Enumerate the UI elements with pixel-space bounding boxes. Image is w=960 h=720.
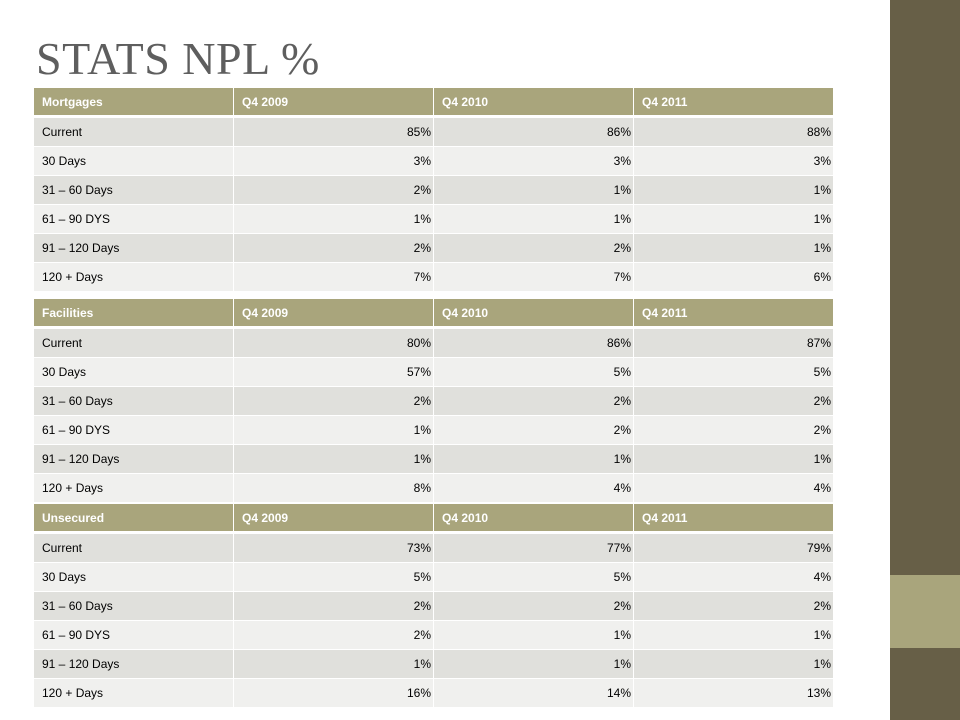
row-label: 30 Days xyxy=(34,562,233,591)
table-column-header: Q4 2011 xyxy=(633,88,833,117)
table-cell: 1% xyxy=(433,649,633,678)
table-row xyxy=(34,262,833,291)
table-cell: 4% xyxy=(633,473,833,502)
table-cell: 6% xyxy=(633,262,833,291)
row-label: 61 – 90 DYS xyxy=(34,415,233,444)
table-cell: 4% xyxy=(633,562,833,591)
row-label: Current xyxy=(34,117,233,146)
table-row xyxy=(34,678,833,707)
table-cell: 1% xyxy=(233,204,433,233)
table-cell: 2% xyxy=(433,233,633,262)
table-column-header: Q4 2010 xyxy=(433,504,633,533)
table-cell: 2% xyxy=(233,591,433,620)
row-label: 31 – 60 Days xyxy=(34,386,233,415)
table-row xyxy=(34,415,833,444)
table-row xyxy=(34,591,833,620)
table-cell: 3% xyxy=(233,146,433,175)
table-column-header: Q4 2010 xyxy=(433,88,633,117)
table-cell: 13% xyxy=(633,678,833,707)
table-cell: 73% xyxy=(233,533,433,562)
table-row xyxy=(34,444,833,473)
page-title: STATS NPL % xyxy=(36,33,320,84)
table-cell: 86% xyxy=(433,117,633,146)
table-row xyxy=(34,620,833,649)
table-row xyxy=(34,357,833,386)
row-label: 61 – 90 DYS xyxy=(34,620,233,649)
table-row xyxy=(34,386,833,415)
row-label: 120 + Days xyxy=(34,678,233,707)
table-cell: 3% xyxy=(433,146,633,175)
table-cell: 86% xyxy=(433,328,633,357)
table-cell: 1% xyxy=(633,204,833,233)
table-cell: 85% xyxy=(233,117,433,146)
table-cell: 4% xyxy=(433,473,633,502)
table-column-header: Q4 2009 xyxy=(233,504,433,533)
row-label: 30 Days xyxy=(34,146,233,175)
table-row xyxy=(34,117,833,146)
row-label: 91 – 120 Days xyxy=(34,233,233,262)
table-column-header: Q4 2011 xyxy=(633,299,833,328)
table-cell: 2% xyxy=(633,415,833,444)
table-row xyxy=(34,473,833,502)
table-row xyxy=(34,204,833,233)
table-header-row xyxy=(34,504,833,533)
table-cell: 2% xyxy=(633,591,833,620)
table-row xyxy=(34,328,833,357)
row-label: 31 – 60 Days xyxy=(34,175,233,204)
table-cell: 79% xyxy=(633,533,833,562)
table-category-header: Mortgages xyxy=(34,88,233,117)
table-cell: 2% xyxy=(233,386,433,415)
table-cell: 1% xyxy=(633,620,833,649)
row-label: Current xyxy=(34,533,233,562)
table-header-row xyxy=(34,88,833,117)
table-column-header: Q4 2011 xyxy=(633,504,833,533)
table-header-row xyxy=(34,299,833,328)
mortgages-table xyxy=(34,88,833,291)
table-cell: 16% xyxy=(233,678,433,707)
table-cell: 2% xyxy=(433,415,633,444)
table-cell: 5% xyxy=(433,357,633,386)
facilities-table xyxy=(34,299,833,502)
table-category-header: Unsecured xyxy=(34,504,233,533)
table-cell: 57% xyxy=(233,357,433,386)
table-column-header: Q4 2009 xyxy=(233,299,433,328)
table-cell: 1% xyxy=(433,175,633,204)
table-cell: 7% xyxy=(233,262,433,291)
table-cell: 2% xyxy=(433,591,633,620)
sidebar-decoration-light xyxy=(890,575,960,648)
table-cell: 3% xyxy=(633,146,833,175)
table-cell: 1% xyxy=(433,444,633,473)
table-cell: 8% xyxy=(233,473,433,502)
table-cell: 1% xyxy=(233,649,433,678)
table-cell: 1% xyxy=(433,204,633,233)
table-column-header: Q4 2009 xyxy=(233,88,433,117)
table-cell: 1% xyxy=(233,444,433,473)
row-label: 61 – 90 DYS xyxy=(34,204,233,233)
table-cell: 14% xyxy=(433,678,633,707)
table-cell: 2% xyxy=(433,386,633,415)
table-cell: 1% xyxy=(633,175,833,204)
row-label: 31 – 60 Days xyxy=(34,591,233,620)
table-cell: 1% xyxy=(633,233,833,262)
table-row xyxy=(34,649,833,678)
unsecured-table xyxy=(34,504,833,707)
table-row xyxy=(34,562,833,591)
table-cell: 2% xyxy=(633,386,833,415)
row-label: 120 + Days xyxy=(34,262,233,291)
table-cell: 88% xyxy=(633,117,833,146)
table-cell: 77% xyxy=(433,533,633,562)
table-cell: 5% xyxy=(233,562,433,591)
table-row xyxy=(34,175,833,204)
table-cell: 87% xyxy=(633,328,833,357)
table-cell: 2% xyxy=(233,233,433,262)
table-row xyxy=(34,233,833,262)
table-cell: 5% xyxy=(433,562,633,591)
table-cell: 1% xyxy=(633,444,833,473)
table-cell: 5% xyxy=(633,357,833,386)
row-label: 120 + Days xyxy=(34,473,233,502)
table-cell: 1% xyxy=(633,649,833,678)
table-cell: 2% xyxy=(233,620,433,649)
table-row xyxy=(34,533,833,562)
row-label: 30 Days xyxy=(34,357,233,386)
table-cell: 7% xyxy=(433,262,633,291)
row-label: Current xyxy=(34,328,233,357)
row-label: 91 – 120 Days xyxy=(34,649,233,678)
table-cell: 1% xyxy=(233,415,433,444)
table-cell: 2% xyxy=(233,175,433,204)
table-cell: 80% xyxy=(233,328,433,357)
row-label: 91 – 120 Days xyxy=(34,444,233,473)
table-column-header: Q4 2010 xyxy=(433,299,633,328)
table-cell: 1% xyxy=(433,620,633,649)
table-category-header: Facilities xyxy=(34,299,233,328)
table-row xyxy=(34,146,833,175)
